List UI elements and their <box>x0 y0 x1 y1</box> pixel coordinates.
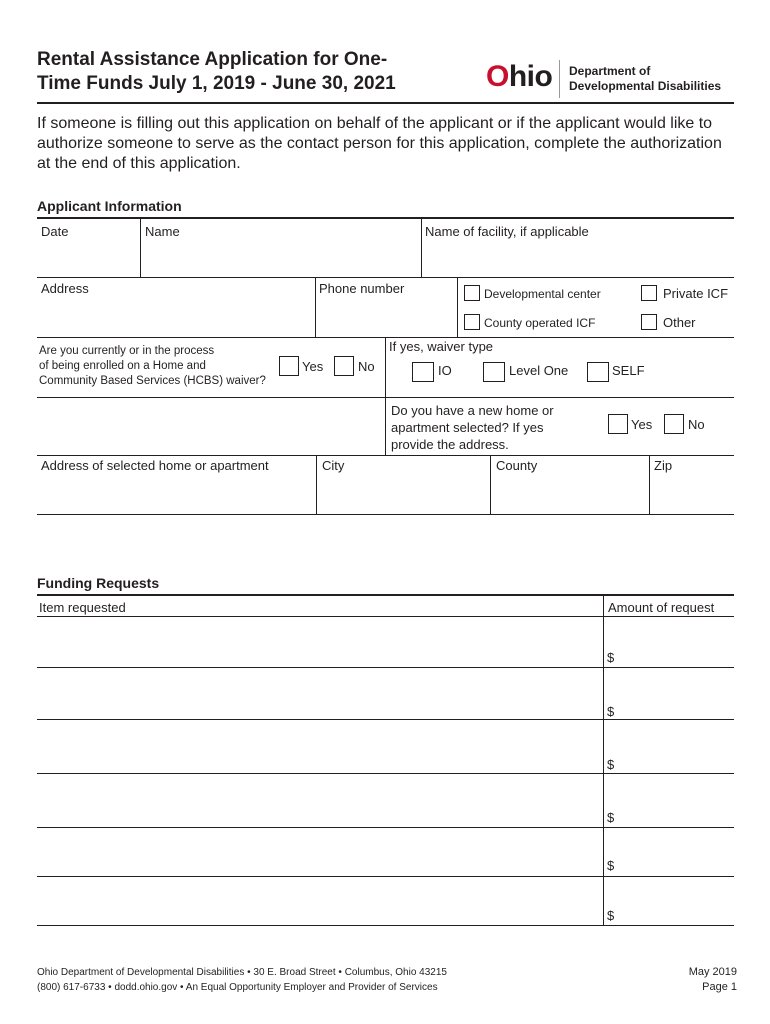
dept-line-2: Developmental Disabilities <box>569 79 722 93</box>
date-label: Date <box>41 224 69 239</box>
logo-text: hio <box>508 60 553 93</box>
city-label: City <box>322 458 345 473</box>
waiver-type-label: If yes, waiver type <box>389 339 494 354</box>
waiver-io-checkbox[interactable] <box>412 362 434 382</box>
hcbs-yes-label: Yes <box>302 359 324 374</box>
logo-divider <box>559 60 560 98</box>
private-icf-label: Private ICF <box>663 286 729 301</box>
funding-section-title: Funding Requests <box>37 575 160 591</box>
hcbs-no-checkbox[interactable] <box>334 356 354 376</box>
county-icf-label: County operated ICF <box>484 316 596 330</box>
private-icf-checkbox[interactable] <box>641 285 657 301</box>
hcbs-question-line-1: Are you currently or in the process <box>39 345 215 357</box>
city-field[interactable] <box>317 456 490 514</box>
amount-dollar-4: $ <box>607 810 615 825</box>
new-home-yes-label: Yes <box>631 417 653 432</box>
title-line-1: Rental Assistance Application for One- <box>37 49 388 70</box>
amount-dollar-5: $ <box>607 858 615 873</box>
divider <box>457 278 458 337</box>
new-home-question <box>391 402 554 453</box>
footer-line-1: Ohio Department of Developmental Disabilities • 30 E. Broad Street • Columbus, Ohio 43215 <box>37 967 447 978</box>
hcbs-question <box>39 344 266 389</box>
developmental-center-label: Developmental center <box>484 287 601 301</box>
footer-address <box>37 965 447 995</box>
facility-field[interactable] <box>422 219 734 277</box>
address-field[interactable] <box>37 278 315 337</box>
funding-row-line <box>37 925 734 926</box>
dept-line-1: Department of <box>569 64 651 78</box>
logo-o: O <box>486 60 509 93</box>
phone-label: Phone number <box>319 281 405 296</box>
county-field[interactable] <box>491 456 649 514</box>
title-line-2: Time Funds July 1, 2019 - June 30, 2021 <box>37 73 396 94</box>
waiver-self-label: SELF <box>612 363 645 378</box>
zip-field[interactable] <box>650 456 734 514</box>
county-label: County <box>496 458 538 473</box>
intro-text: If someone is filling out this application on behalf of the applicant or if the applicant would like to authorize someone to serve as the contact person for this application, complete the authorization at the end of this application. <box>37 115 722 172</box>
address-label: Address <box>41 281 89 296</box>
new-home-line-3: provide the address. <box>391 437 509 452</box>
footer-page-info <box>689 965 737 995</box>
name-label: Name <box>145 224 180 239</box>
county-icf-checkbox[interactable] <box>464 314 480 330</box>
footer-date: May 2019 <box>688 966 737 978</box>
selected-address-label: Address of selected home or apartment <box>41 458 269 473</box>
new-home-line-1: Do you have a new home or <box>391 403 554 418</box>
facility-label: Name of facility, if applicable <box>425 224 589 239</box>
hcbs-question-line-2: of being enrolled on a Home and <box>39 360 206 372</box>
other-label: Other <box>663 315 696 330</box>
phone-field[interactable] <box>316 278 457 337</box>
amount-dollar-6: $ <box>607 908 615 923</box>
developmental-center-checkbox[interactable] <box>464 285 480 301</box>
row-line <box>37 514 734 515</box>
waiver-level-one-checkbox[interactable] <box>483 362 505 382</box>
header-rule <box>37 102 734 104</box>
page-title <box>37 48 457 96</box>
hcbs-question-line-3: Community Based Services (HCBS) waiver? <box>39 375 266 387</box>
item-field-5[interactable] <box>37 828 603 876</box>
item-requested-header: Item requested <box>39 600 126 615</box>
new-home-no-checkbox[interactable] <box>664 414 684 434</box>
new-home-yes-checkbox[interactable] <box>608 414 628 434</box>
item-field-6[interactable] <box>37 877 603 925</box>
department-name <box>569 64 721 94</box>
item-field-2[interactable] <box>37 668 603 719</box>
new-home-no-label: No <box>688 417 705 432</box>
new-home-line-2: apartment selected? If yes <box>391 420 544 435</box>
item-field-3[interactable] <box>37 720 603 773</box>
selected-address-field[interactable] <box>37 456 316 514</box>
amount-dollar-1: $ <box>607 650 615 665</box>
ohio-logo <box>486 60 552 94</box>
amount-dollar-2: $ <box>607 704 615 719</box>
other-checkbox[interactable] <box>641 314 657 330</box>
applicant-section-title: Applicant Information <box>37 198 182 214</box>
footer-page-number: Page 1 <box>702 981 737 993</box>
item-field-1[interactable] <box>37 617 603 667</box>
footer-line-2: (800) 617-6733 • dodd.ohio.gov • An Equal Opportunity Employer and Provider of Services <box>37 982 438 993</box>
waiver-self-checkbox[interactable] <box>587 362 609 382</box>
waiver-level-one-label: Level One <box>509 363 569 378</box>
amount-header: Amount of request <box>608 600 715 615</box>
name-field[interactable] <box>141 219 421 277</box>
date-field[interactable] <box>37 219 140 277</box>
hcbs-yes-checkbox[interactable] <box>279 356 299 376</box>
item-field-4[interactable] <box>37 774 603 827</box>
waiver-io-label: IO <box>438 363 452 378</box>
zip-label: Zip <box>654 458 673 473</box>
row-line <box>37 397 734 398</box>
funding-section-rule <box>37 594 734 596</box>
hcbs-no-label: No <box>358 359 375 374</box>
amount-dollar-3: $ <box>607 757 615 772</box>
